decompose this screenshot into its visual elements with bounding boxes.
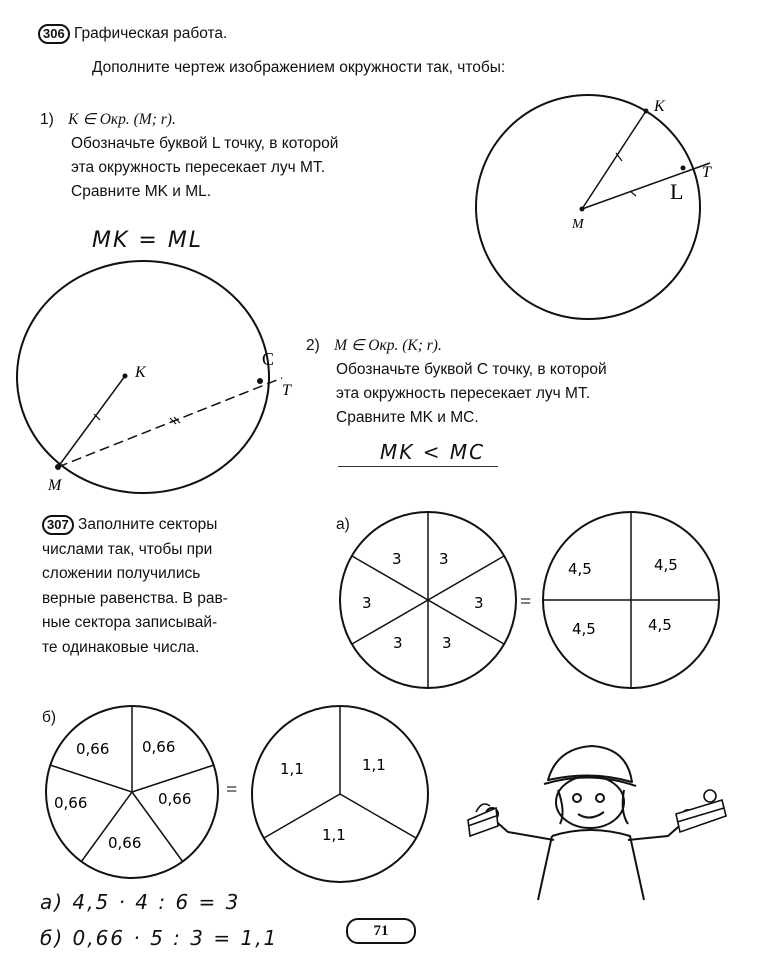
ex306-instruction: Дополните чертеж изображением окружности так, чтобы: [92, 59, 506, 76]
child-with-cakes-illustration [462, 740, 742, 900]
ray-mt [582, 163, 710, 209]
point-m [580, 207, 585, 212]
part1-label: 1) [40, 111, 54, 128]
cake-slice-left [468, 804, 498, 836]
sector-b-right: 1,1 [322, 826, 346, 844]
point-k [123, 374, 128, 379]
label-m: M [572, 217, 584, 232]
part1-line3: Сравните MK и ML. [71, 183, 212, 200]
sector-b-left: 0,66 [142, 738, 176, 756]
sector-a-left: 3 [362, 594, 372, 612]
sector-b-left: 0,66 [108, 834, 142, 852]
ex307-number-badge: 307 [42, 515, 74, 535]
part1-diagram [470, 95, 710, 335]
ex306-number-badge: 306 [38, 24, 70, 44]
ex306-part1-text [40, 108, 338, 204]
sector-a-left: 3 [439, 550, 449, 568]
calc-b: б) 0,66 · 5 : 3 = 1,1 [40, 926, 279, 950]
sector-a-right: 4,5 [648, 616, 672, 634]
label-t: T [702, 164, 711, 181]
sector-a-right: 4,5 [654, 556, 678, 574]
equals-b: = [226, 779, 238, 801]
part2-line2: эта окружность пересекает луч MT. [336, 385, 590, 402]
label-l: L [670, 179, 684, 204]
ex307-line-4: ные сектора записывай- [42, 614, 218, 631]
sector-a-left: 3 [442, 634, 452, 652]
part1-condition: K ∈ Окр. (M; r). [68, 111, 176, 128]
ex306-part2-text [306, 334, 607, 430]
sector-a-right: 4,5 [568, 560, 592, 578]
part-a-diagram [336, 512, 736, 696]
part2-line1: Обозначьте буквой C точку, в которой [336, 361, 607, 378]
part-a-label: а) [336, 516, 350, 533]
sector-b-left: 0,66 [158, 790, 192, 808]
label-t: T [282, 382, 291, 399]
calc-a: а) 4,5 · 4 : 6 = 3 [40, 890, 241, 914]
part2-label: 2) [306, 337, 320, 354]
point-m [55, 464, 61, 470]
sector-a-left: 3 [393, 634, 403, 652]
label-k: K [135, 364, 146, 381]
point-k [644, 109, 649, 114]
ex307-line-0: Заполните секторы [78, 516, 218, 533]
label-m: M [48, 477, 62, 494]
part-b-diagram [44, 704, 464, 884]
part1-answer: MK = ML [92, 228, 204, 253]
part-b-label: б) [42, 709, 57, 726]
label-c: C [262, 349, 275, 369]
part2-answer-underline [338, 466, 498, 467]
point-c [257, 378, 263, 384]
part2-answer: MK < MC [380, 440, 486, 464]
sector-b-right: 1,1 [280, 760, 304, 778]
sector-a-left: 3 [392, 550, 402, 568]
sector-b-left: 0,66 [76, 740, 110, 758]
part1-line2: эта окружность пересекает луч MT. [71, 159, 325, 176]
ex306-title: Графическая работа. [74, 25, 228, 42]
sector-b-left: 0,66 [54, 794, 88, 812]
page-number: 71 [346, 918, 416, 944]
sector-b-right: 1,1 [362, 756, 386, 774]
head [556, 776, 624, 828]
ex307-line-3: верные равенства. В рав- [42, 589, 228, 607]
equals-a: = [520, 591, 532, 613]
part1-line1: Обозначьте буквой L точку, в которой [71, 135, 339, 152]
part2-line3: Сравните MK и MC. [336, 409, 479, 426]
ex307-line-5: те одинаковые числа. [42, 638, 200, 656]
point-l [681, 166, 686, 171]
cake-slice-right [676, 790, 726, 832]
sector-a-left: 3 [474, 594, 484, 612]
segment-mk [582, 111, 646, 209]
part2-diagram [10, 260, 310, 510]
ex307-line-2: сложении получились [42, 565, 201, 582]
part2-condition: M ∈ Окр. (K; r). [334, 337, 442, 354]
ex307-text [42, 513, 282, 660]
label-k: K [654, 98, 665, 115]
sector-a-right: 4,5 [572, 620, 596, 638]
ex307-line-1: числами так, чтобы при [42, 540, 213, 558]
ex306-heading [38, 22, 227, 46]
